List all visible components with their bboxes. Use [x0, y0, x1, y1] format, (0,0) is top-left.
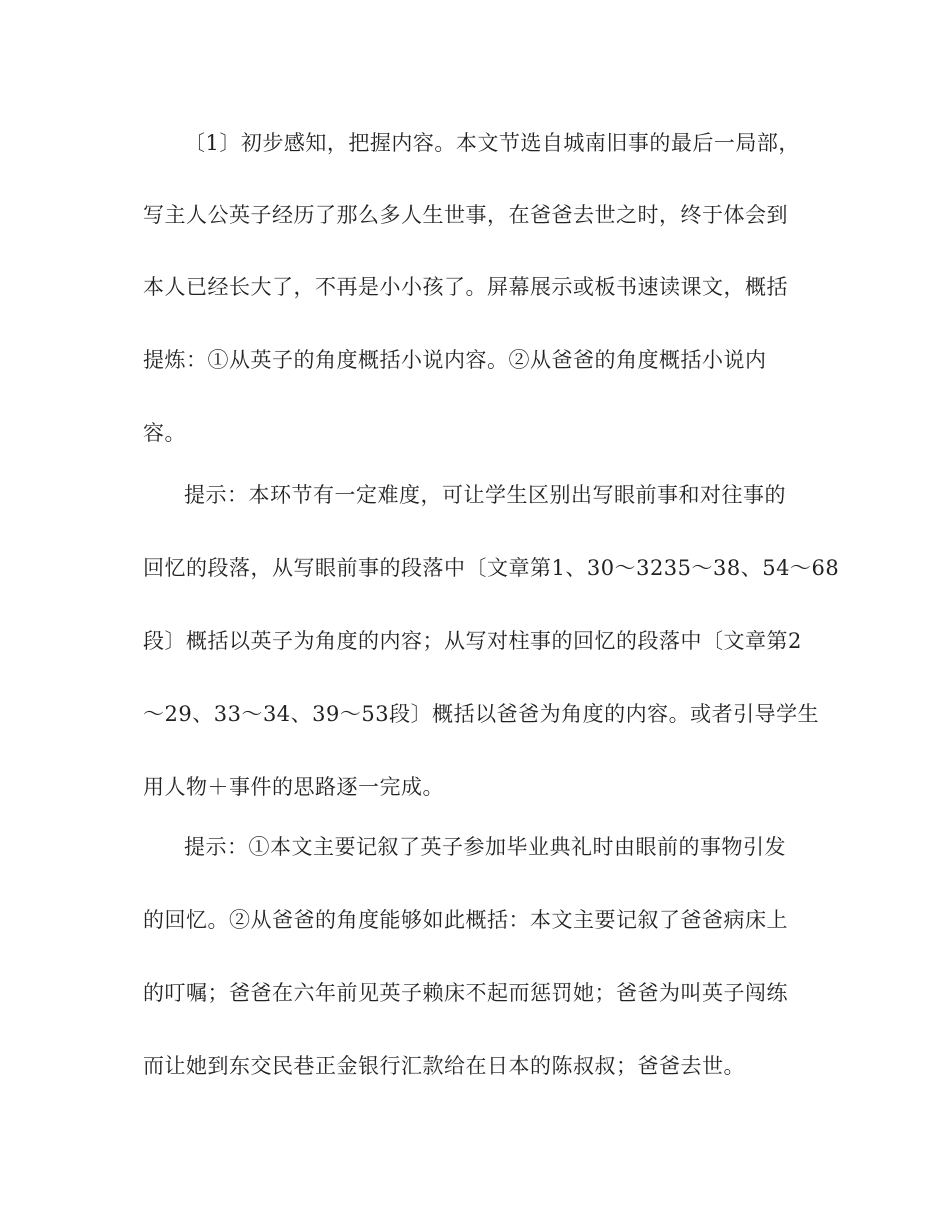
paragraph-3-line-3: 的叮嘱；爸爸在六年前见英子赖床不起而惩罚她；爸爸为叫英子闯练: [143, 981, 788, 1005]
paragraph-2-line-2: 回忆的段落，从写眼前事的段落中〔文章第1、30～3235～38、54～68: [143, 556, 840, 580]
paragraph-3-line-1: 提示：①本文主要记叙了英子参加毕业典礼时由眼前的事物引发: [184, 835, 786, 859]
paragraph-2-line-3: 段〕概括以英子为角度的内容；从写对柱事的回忆的段落中〔文章第2: [143, 629, 802, 653]
paragraph-1-line-5: 容。: [143, 421, 186, 445]
paragraph-2-line-4: ～29、33～34、39～53段〕概括以爸爸为角度的内容。或者引导学生: [143, 702, 820, 726]
paragraph-2-line-1: 提示：本环节有一定难度，可让学生区别出写眼前事和对往事的: [184, 483, 786, 507]
paragraph-3-line-2: 的回忆。②从爸爸的角度能够如此概括：本文主要记叙了爸爸病床上: [143, 908, 788, 932]
paragraph-2-line-5: 用人物＋事件的思路逐一完成。: [143, 775, 444, 799]
paragraph-1-line-2: 写主人公英子经历了那么多人生世事，在爸爸去世之时，终于体会到: [143, 203, 788, 227]
paragraph-1-line-3: 本人已经长大了，不再是小小孩了。屏幕展示或板书速读课文，概括: [143, 275, 788, 299]
paragraph-3-line-4: 而让她到东交民巷正金银行汇款给在日本的陈叔叔；爸爸去世。: [143, 1054, 745, 1078]
paragraph-1-line-1: 〔1〕初步感知，把握内容。本文节选自城南旧事的最后一局部，: [184, 131, 800, 155]
paragraph-1-line-4: 提炼：①从英子的角度概括小说内容。②从爸爸的角度概括小说内: [143, 348, 767, 372]
